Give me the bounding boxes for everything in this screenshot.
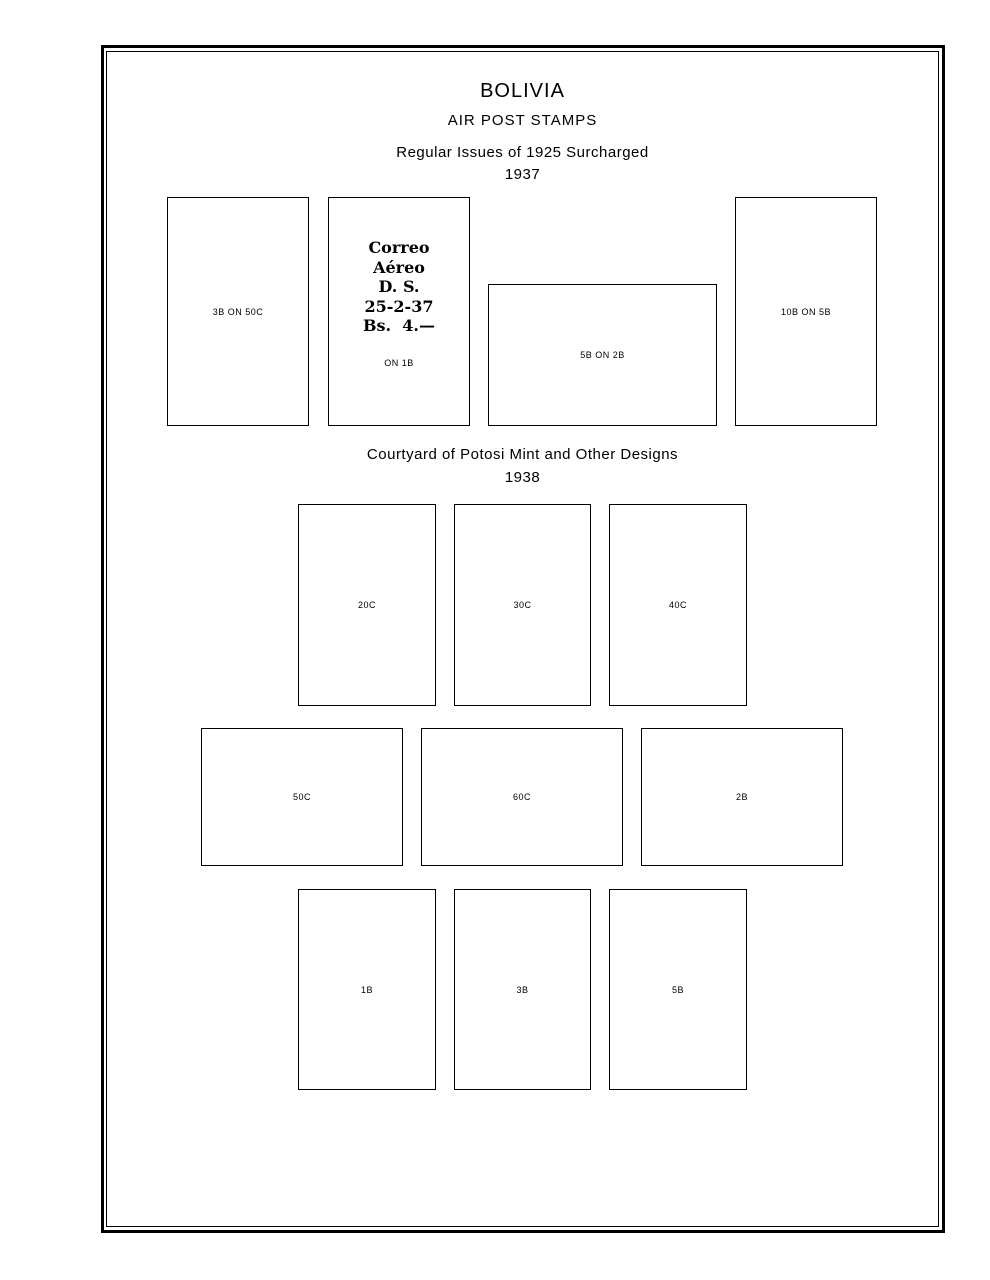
stamp-label: 40C (668, 600, 687, 610)
section-title: AIR POST STAMPS (447, 112, 598, 129)
stamp-space (454, 889, 591, 1090)
page-title: BOLIVIA (480, 80, 565, 102)
stamp-space (735, 197, 877, 426)
stamp-label: 5B (671, 984, 684, 995)
stamp-space (454, 504, 591, 706)
stamp-label: ON 1B (384, 358, 414, 368)
stamp-label: 3B (516, 984, 529, 995)
stamp-label: 10B ON 5B (780, 306, 832, 317)
stamp-label: 5B ON 2B (580, 350, 625, 360)
stamp-label: 2B (735, 792, 748, 802)
overprint-line: D. S. (378, 277, 420, 296)
stamp-space (298, 504, 436, 706)
stamp-space-overprint (328, 197, 470, 426)
overprint-line: 25-2-37 (364, 296, 434, 316)
stamp-label: 1B (360, 984, 373, 995)
stamp-label: 3B ON 50C (212, 306, 264, 317)
stamp-space (641, 728, 843, 866)
overprint-line: Correo (368, 238, 430, 257)
stamp-space (609, 504, 747, 706)
overprint-illustration (329, 238, 469, 336)
group-subtitle: Regular Issues of 1925 Surcharged (396, 144, 649, 161)
group-year: 1937 (504, 166, 541, 183)
overprint-line: Bs. 4.— (363, 316, 435, 335)
stamp-space (488, 284, 717, 426)
group-year: 1938 (504, 469, 541, 486)
stamp-space (298, 889, 436, 1090)
stamp-label: 60C (512, 792, 531, 802)
stamp-space (609, 889, 747, 1090)
stamp-label: 20C (357, 600, 376, 610)
group-subtitle: Courtyard of Potosi Mint and Other Designs (366, 446, 679, 463)
overprint-line: Aéreo (373, 257, 425, 277)
stamp-space (167, 197, 309, 426)
stamp-label: 30C (513, 600, 532, 610)
stamp-space (421, 728, 623, 866)
stamp-space (201, 728, 403, 866)
stamp-label: 50C (292, 792, 311, 802)
